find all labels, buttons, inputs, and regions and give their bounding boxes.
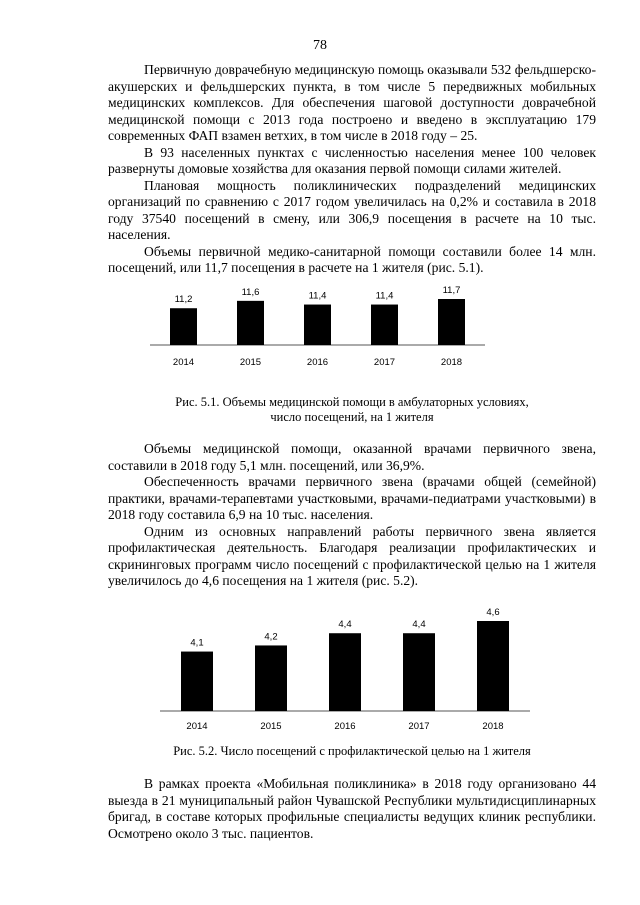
x-tick-2016: 2016 — [306, 357, 329, 368]
caption-line: Рис. 5.1. Объемы медицинской помощи в амбулаторных условиях, — [175, 395, 529, 409]
chart-ambulatory-visits — [150, 275, 490, 375]
paragraph: Объемы медицинской помощи, оказанной врачами первичного звена, составили в 2018 году 5,1 млн. посещений, или 36,9%. — [108, 441, 596, 473]
paragraph: В рамках проекта «Мобильная поликлиника» в 2018 году организовано 44 выезда в 21 муниципальный район Чувашской Республики мультидисциплинарных бригад, в составе которых профильные специалисты ведущих клиник республики. Осмотрено около 3 тыс. пациентов. — [108, 776, 596, 841]
data-label-2017: 4,4 — [412, 619, 426, 631]
chart-preventive-visits — [150, 598, 540, 738]
data-label-2014: 11,2 — [174, 294, 193, 306]
x-tick-2018: 2018 — [440, 357, 463, 368]
x-tick-2014: 2014 — [172, 357, 195, 368]
x-tick-2016: 2016 — [334, 721, 356, 732]
bar-2015 — [255, 645, 287, 711]
data-label-2015: 11,6 — [241, 286, 260, 298]
bar-2018 — [438, 299, 465, 345]
paragraph: В 93 населенных пунктах с численностью населения менее 100 человек развернуты домовые хозяйства для оказания первой помощи силами жителей. — [108, 144, 596, 176]
text-block-primary-care — [108, 441, 596, 590]
page-number: 78 — [313, 38, 327, 53]
paragraph: Одним из основных направлений работы первичного звена является профилактическая деятельность. Благодаря реализации профилактических и скрининговых программ число посещений с профилактической целью на 1 жителя увеличилось до 4,6 посещения на 1 жителя (рис. 5.2). — [108, 523, 596, 588]
paragraph: Первичную доврачебную медицинскую помощь оказывали 532 фельдшерско-акушерских и фельдшерских пункта, в том числе 5 передвижных мобильных медицинских комплексов. Для обеспечения шаговой доступности доврачебной медицинской помощи с 2013 года построено и введено в эксплуатацию 179 современных ФАП взамен ветхих, в том числе в 2018 году – 25. — [108, 62, 596, 143]
bar-2016 — [304, 305, 331, 345]
text-block-intro — [108, 62, 596, 277]
bar-2018 — [477, 621, 509, 711]
bar-2017 — [371, 305, 398, 345]
x-tick-2017: 2017 — [373, 357, 396, 368]
bar-2014 — [181, 652, 213, 711]
x-tick-2017: 2017 — [408, 721, 430, 732]
x-tick-2015: 2015 — [260, 721, 282, 732]
bar-2015 — [237, 301, 264, 345]
bar-2014 — [170, 308, 197, 345]
bar-2016 — [329, 633, 361, 711]
paragraph: Обеспеченность врачами первичного звена (врачами общей (семейной) практики, врачами-терапевтами участковыми, врачами-педиатрами участковыми) в 2018 году составила 6,9 на 10 тыс. населения. — [108, 474, 596, 522]
paragraph: Объемы первичной медико-санитарной помощи составили более 14 млн. посещений, или 11,7 посещения в расчете на 1 жителя (рис. 5.1). — [108, 243, 596, 275]
text-block-mobile-clinic — [108, 776, 596, 842]
data-label-2014: 4,1 — [190, 637, 204, 649]
data-label-2017: 11,4 — [375, 290, 394, 302]
caption-line: число посещений, на 1 жителя — [270, 410, 434, 424]
x-tick-2018: 2018 — [482, 721, 504, 732]
data-label-2018: 4,6 — [486, 607, 500, 618]
figure-caption-5-1 — [108, 395, 596, 425]
x-tick-2014: 2014 — [186, 721, 208, 732]
data-label-2015: 4,2 — [264, 631, 278, 643]
data-label-2018: 11,7 — [442, 285, 461, 296]
data-label-2016: 11,4 — [308, 290, 327, 302]
x-tick-2015: 2015 — [239, 357, 262, 368]
data-label-2016: 4,4 — [338, 619, 352, 631]
bar-2017 — [403, 633, 435, 711]
figure-caption-5-2 — [108, 744, 596, 759]
paragraph: Плановая мощность поликлинических подразделений медицинских организаций по сравнению с 2017 годом увеличилась на 0,2% и составила в 2018 году 37540 посещений в смену, или 306,9 посещения в расчете на 10 тыс. населения. — [108, 177, 596, 242]
caption-line: Рис. 5.2. Число посещений с профилактической целью на 1 жителя — [173, 744, 531, 758]
